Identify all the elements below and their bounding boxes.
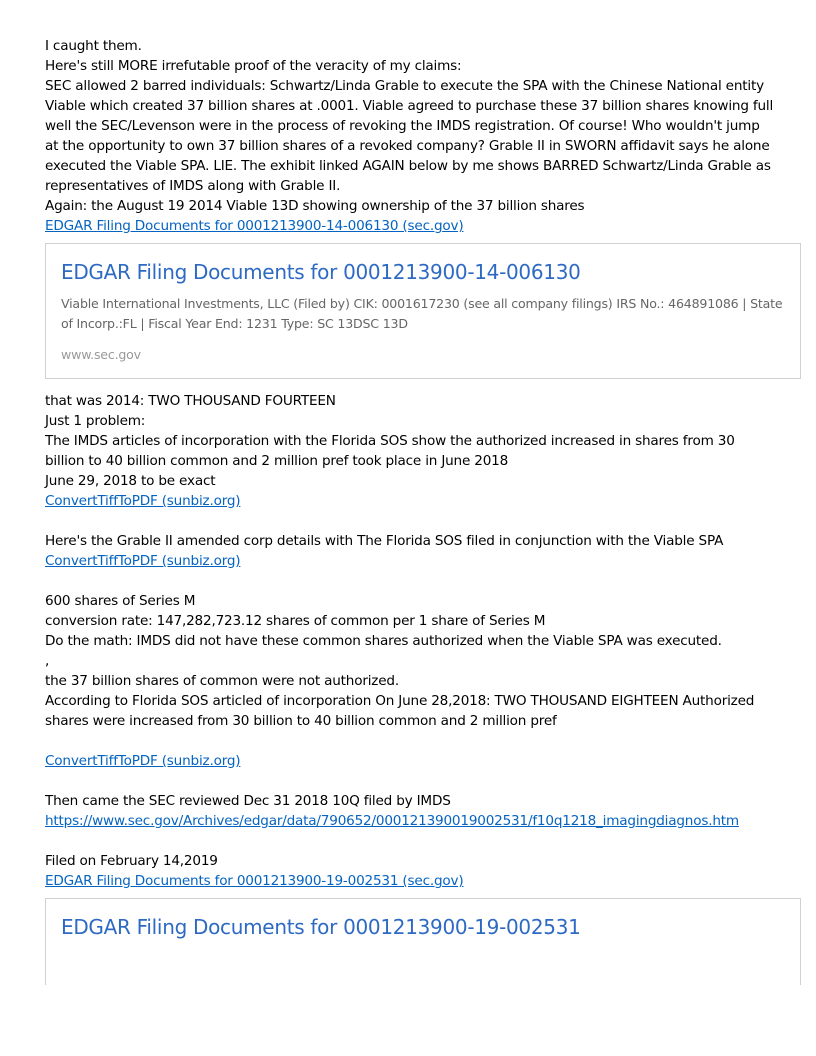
paragraph: SEC allowed 2 barred individuals: Schwartz/Linda Grable to execute the SPA with the Chinese National entity Viable which created 37 billion shares at .0001. Viable agreed to purchase these 37 billion shares knowing full well the SEC/Levenson were in the process of revoking the IMDS registration. Of course! Who wouldn't jump at the opportunity to own 37 billion shares of a revoked company? Grable II in SWORN affidavit says he alone executed the Viable SPA. LIE. The exhibit linked AGAIN below by me shows BARRED Schwartz/Linda Grable as representatives of IMDS along with Grable II. — [45, 78, 774, 194]
paragraph: 600 shares of Series M — [45, 593, 196, 609]
link-preview-card-2019[interactable] — [45, 898, 801, 985]
paragraph: Filed on February 14,2019 — [45, 853, 218, 869]
sec-10q-link[interactable]: https://www.sec.gov/Archives/edgar/data/790652/000121390019002531/f10q1218_imagingdiagnos.htm — [45, 813, 739, 829]
paragraph: According to Florida SOS articled of incorporation On June 28,2018: TWO THOUSAND EIGHTEEN Authorized shares were increased from 30 billion to 40 billion common and 2 million pref — [45, 693, 755, 729]
paragraph: Then came the SEC reviewed Dec 31 2018 10Q filed by IMDS — [45, 793, 451, 809]
paragraph: Just 1 problem: — [45, 413, 146, 429]
edgar-link-2014[interactable]: EDGAR Filing Documents for 0001213900-14-006130 (sec.gov) — [45, 218, 464, 234]
paragraph: that was 2014: TWO THOUSAND FOURTEEN — [45, 393, 336, 409]
paragraph: I caught them. — [45, 38, 142, 54]
paragraph: conversion rate: 147,282,723.12 shares of common per 1 share of Series M — [45, 613, 546, 629]
card-domain: www.sec.gov — [61, 347, 141, 362]
paragraph: June 29, 2018 to be exact — [45, 473, 216, 489]
paragraph: The IMDS articles of incorporation with the Florida SOS show the authorized increased in shares from 30 billion to 40 billion common and 2 million pref took place in June 2018 — [45, 433, 735, 469]
sunbiz-link-2[interactable]: ConvertTiffToPDF (sunbiz.org) — [45, 553, 241, 569]
sunbiz-link-3[interactable]: ConvertTiffToPDF (sunbiz.org) — [45, 753, 241, 769]
card-title[interactable]: EDGAR Filing Documents for 0001213900-19-002531 — [61, 915, 581, 939]
paragraph: Do the math: IMDS did not have these common shares authorized when the Viable SPA was executed. — [45, 633, 722, 649]
link-preview-card-2014[interactable] — [45, 243, 801, 379]
paragraph: , — [45, 653, 50, 669]
document-body — [45, 36, 783, 985]
paragraph: Here's the Grable II amended corp details with The Florida SOS filed in conjunction with the Viable SPA — [45, 533, 724, 549]
edgar-link-2019[interactable]: EDGAR Filing Documents for 0001213900-19-002531 (sec.gov) — [45, 873, 464, 889]
paragraph: Here's still MORE irrefutable proof of the veracity of my claims: — [45, 58, 462, 74]
sunbiz-link-1[interactable]: ConvertTiffToPDF (sunbiz.org) — [45, 493, 241, 509]
paragraph: Again: the August 19 2014 Viable 13D showing ownership of the 37 billion shares — [45, 198, 585, 214]
card-description: Viable International Investments, LLC (Filed by) CIK: 0001617230 (see all company filings) IRS No.: 464891086 | State of Incorp.:FL | Fiscal Year End: 1231 Type: SC 13DSC 13D — [61, 296, 783, 331]
card-title[interactable]: EDGAR Filing Documents for 0001213900-14-006130 — [61, 260, 581, 284]
paragraph: the 37 billion shares of common were not authorized. — [45, 673, 399, 689]
